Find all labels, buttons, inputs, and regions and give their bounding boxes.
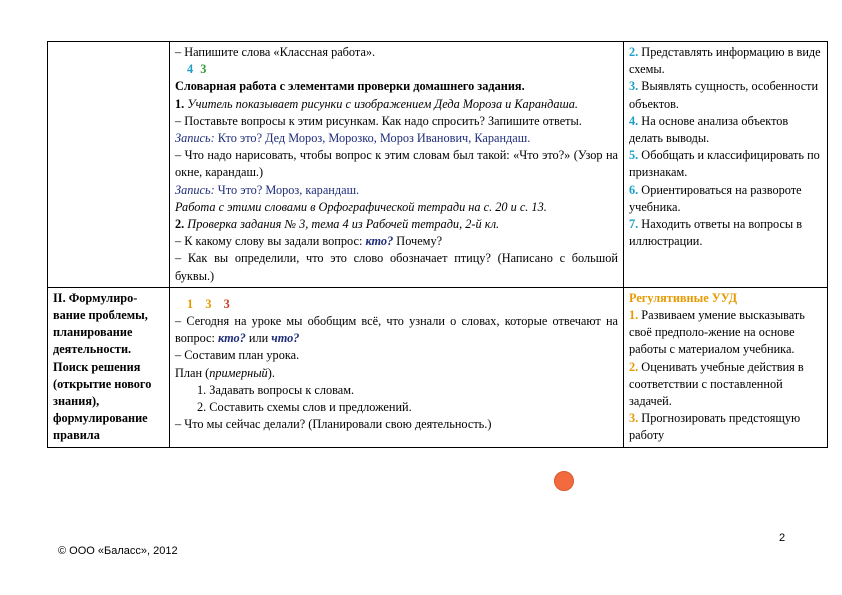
list-item: 3. Выявлять сущность, особенности объектов.: [629, 79, 819, 111]
text-line: План (примерный).: [175, 365, 275, 380]
text-line: 2. Проверка задания № 3, тема 4 из Рабочей тетради, 2-й кл.: [175, 217, 500, 232]
stage-cell: II. Формулиро-вание проблемы, планирование деятельности. Поиск решения (открытие нового знания), формулирование правила: [48, 287, 170, 447]
stage-cell-empty: [48, 42, 170, 288]
text-line: – Что мы сейчас делали? (Планировали свою деятельность.): [175, 417, 492, 432]
skills-cell: [624, 42, 828, 288]
orange-circle-marker: [554, 471, 574, 491]
step-number: 3: [205, 296, 214, 311]
activity-cell: [170, 42, 624, 288]
step-number: 4: [187, 62, 196, 77]
lesson-table: [47, 41, 828, 448]
plan-item: 1. Задавать вопросы к словам.: [197, 382, 355, 397]
table-row: [48, 287, 828, 447]
list-item: 6. Ориентироваться на развороте учебника.: [629, 182, 802, 214]
text-line: Запись: Что это? Мороз, карандаш.: [175, 182, 360, 197]
text-line: – К какому слову вы задали вопрос: кто? Почему?: [175, 234, 443, 249]
list-item: 1. Развиваем умение высказывать своё предполо-жение на основе работы с материалом учебника.: [629, 308, 805, 357]
text-line: 1. Учитель показывает рисунки с изображением Деда Мороза и Карандаша.: [175, 96, 578, 111]
list-item: 2. Представлять информацию в виде схемы.: [629, 45, 821, 77]
list-item: 5. Обобщать и классифицировать по признакам.: [629, 148, 820, 180]
text-line: – Что надо нарисовать, чтобы вопрос к этим словам был такой: «Что это?» (Узор на окне, карандаш.): [175, 148, 618, 180]
skills-cell: [624, 287, 828, 447]
step-number: 3: [223, 296, 232, 311]
plan-item: 2. Составить схемы слов и предложений.: [197, 400, 412, 415]
text-line: – Сегодня на уроке мы обобщим всё, что узнали о словах, которые отвечают на вопрос: кто? или что?: [175, 314, 618, 346]
list-item: 7. Находить ответы на вопросы в иллюстрации.: [629, 217, 803, 249]
text-line: Работа с этими словами в Орфографической тетради на с. 20 и с. 13.: [175, 199, 547, 214]
activity-cell: [170, 287, 624, 447]
list-item: 3. Прогнозировать предстоящую работу: [629, 411, 801, 443]
text-line: Запись: Кто это? Дед Мороз, Морозко, Мороз Иванович, Карандаш.: [175, 131, 531, 146]
section-heading: Словарная работа с элементами проверки домашнего задания.: [175, 79, 525, 94]
page-number: 2: [779, 532, 786, 544]
step-numbers: [175, 296, 618, 313]
step-numbers: [175, 61, 618, 78]
step-number: 3: [200, 62, 209, 77]
table-row: [48, 42, 828, 288]
text-line: – Поставьте вопросы к этим рисункам. Как надо спросить? Запишите ответы.: [175, 113, 582, 128]
skills-heading: Регулятивные УУД: [629, 290, 738, 305]
step-number: 1: [187, 296, 196, 311]
copyright-footer: © ООО «Баласс», 2012: [58, 545, 178, 557]
list-item: 4. На основе анализа объектов делать выводы.: [629, 113, 789, 146]
text-line: – Как вы определили, что это слово обозначает птицу? (Написано с большой буквы.): [175, 251, 618, 283]
text-line: – Составим план урока.: [175, 348, 300, 363]
text-line: – Напишите слова «Классная работа».: [175, 45, 376, 59]
list-item: 2. Оценивать учебные действия в соответствии с поставленной задачей.: [629, 359, 804, 409]
